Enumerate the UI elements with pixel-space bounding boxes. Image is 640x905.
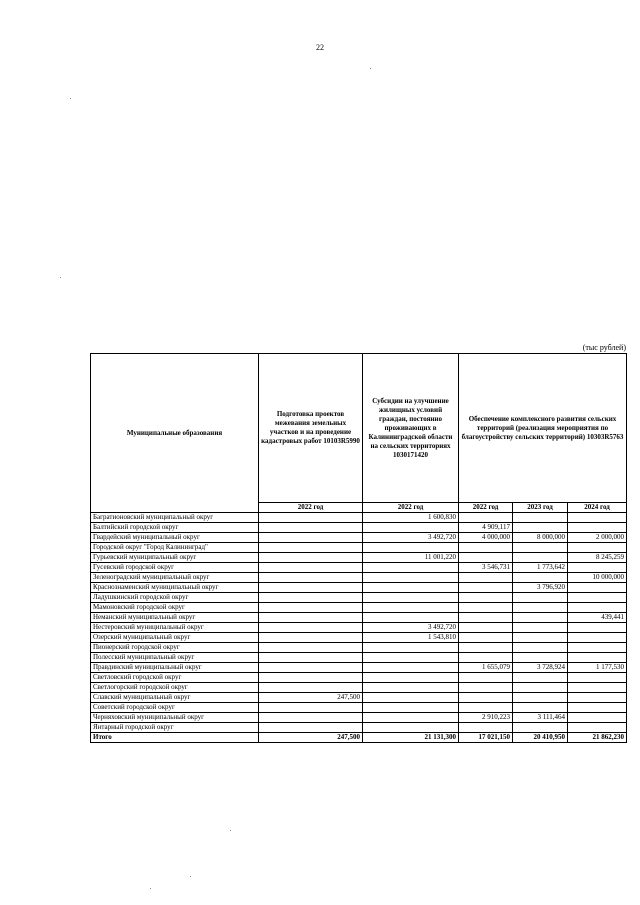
value-cell <box>363 593 459 603</box>
municipality-name: Пионерский городской округ <box>91 643 259 653</box>
municipality-name: Озерский муниципальный округ <box>91 633 259 643</box>
table-row <box>91 623 627 633</box>
value-cell: 2 000,000 <box>568 533 627 543</box>
value-cell <box>363 703 459 713</box>
table-row <box>91 553 627 563</box>
value-cell: 1 600,830 <box>363 513 459 523</box>
value-cell <box>459 593 513 603</box>
value-cell <box>259 673 363 683</box>
value-cell <box>363 683 459 693</box>
value-cell <box>259 513 363 523</box>
value-cell <box>259 683 363 693</box>
value-cell <box>513 543 568 553</box>
value-cell <box>363 693 459 703</box>
value-cell <box>513 723 568 733</box>
value-cell <box>259 573 363 583</box>
municipality-name: Гусевский городской округ <box>91 563 259 573</box>
total-row <box>91 733 627 743</box>
scan-speck <box>370 68 371 69</box>
value-cell <box>513 623 568 633</box>
value-cell <box>513 603 568 613</box>
header-col2: Субсидии на улучшение жилищных условий граждан, постоянно проживающих в Калининградской области на сельских территориях 1030171420 <box>363 354 459 503</box>
value-cell <box>513 513 568 523</box>
value-cell <box>568 683 627 693</box>
value-cell: 1 655,079 <box>459 663 513 673</box>
value-cell <box>459 693 513 703</box>
value-cell: 439,441 <box>568 613 627 623</box>
value-cell <box>259 663 363 673</box>
municipality-name: Гвардейский муниципальный округ <box>91 533 259 543</box>
value-cell <box>568 643 627 653</box>
municipality-name: Зеленоградский муниципальный округ <box>91 573 259 583</box>
value-cell <box>459 613 513 623</box>
table-row <box>91 723 627 733</box>
page-number: 22 <box>316 43 324 52</box>
value-cell <box>513 573 568 583</box>
table-row <box>91 583 627 593</box>
value-cell: 3 796,920 <box>513 583 568 593</box>
value-cell <box>259 623 363 633</box>
value-cell <box>513 673 568 683</box>
value-cell: 1 543,810 <box>363 633 459 643</box>
scan-speck <box>190 876 191 877</box>
value-cell <box>513 613 568 623</box>
value-cell: 11 001,220 <box>363 553 459 563</box>
municipality-name: Итого <box>91 733 259 743</box>
value-cell <box>459 683 513 693</box>
table-row <box>91 713 627 723</box>
value-cell <box>513 553 568 563</box>
value-cell <box>568 593 627 603</box>
municipality-name: Нестеровский муниципальный округ <box>91 623 259 633</box>
value-cell <box>459 723 513 733</box>
table-row <box>91 533 627 543</box>
value-cell <box>259 703 363 713</box>
value-cell <box>513 653 568 663</box>
value-cell <box>459 633 513 643</box>
value-cell <box>259 533 363 543</box>
value-cell <box>363 523 459 533</box>
year-header: 2022 год <box>363 503 459 513</box>
value-cell <box>259 603 363 613</box>
municipality-name: Краснознаменский муниципальный округ <box>91 583 259 593</box>
value-cell <box>363 663 459 673</box>
value-cell <box>459 583 513 593</box>
value-cell <box>259 713 363 723</box>
municipality-name: Черняховский муниципальный округ <box>91 713 259 723</box>
value-cell <box>259 543 363 553</box>
value-cell <box>568 703 627 713</box>
table-row <box>91 613 627 623</box>
value-cell: 10 000,000 <box>568 573 627 583</box>
scan-speck <box>60 277 61 278</box>
municipality-name: Балтийский городской округ <box>91 523 259 533</box>
municipality-name: Гурьевский муниципальный округ <box>91 553 259 563</box>
value-cell <box>259 593 363 603</box>
value-cell <box>568 583 627 593</box>
table-row <box>91 693 627 703</box>
municipality-name: Городской округ "Город Калининград" <box>91 543 259 553</box>
table-row <box>91 523 627 533</box>
value-cell <box>363 673 459 683</box>
value-cell <box>459 573 513 583</box>
municipality-name: Славский муниципальный округ <box>91 693 259 703</box>
value-cell <box>513 633 568 643</box>
value-cell <box>459 553 513 563</box>
value-cell <box>259 563 363 573</box>
value-cell: 20 410,950 <box>513 733 568 743</box>
value-cell <box>259 633 363 643</box>
value-cell <box>259 723 363 733</box>
value-cell: 3 492,720 <box>363 533 459 543</box>
municipality-name: Багратионовский муниципальный округ <box>91 513 259 523</box>
value-cell <box>363 603 459 613</box>
value-cell <box>513 703 568 713</box>
value-cell: 1 773,642 <box>513 563 568 573</box>
municipality-name: Советский городской округ <box>91 703 259 713</box>
value-cell <box>259 523 363 533</box>
value-cell: 4 909,117 <box>459 523 513 533</box>
value-cell <box>568 563 627 573</box>
value-cell <box>363 573 459 583</box>
table-row <box>91 563 627 573</box>
municipality-name: Светловский городской округ <box>91 673 259 683</box>
scan-speck <box>230 830 231 831</box>
value-cell <box>459 513 513 523</box>
value-cell <box>459 543 513 553</box>
value-cell: 2 910,223 <box>459 713 513 723</box>
value-cell <box>459 643 513 653</box>
table-row <box>91 653 627 663</box>
value-cell <box>568 523 627 533</box>
value-cell <box>568 603 627 613</box>
value-cell <box>459 653 513 663</box>
value-cell <box>259 613 363 623</box>
municipality-name: Мамоновский городской округ <box>91 603 259 613</box>
value-cell <box>513 683 568 693</box>
value-cell <box>363 723 459 733</box>
table-row <box>91 593 627 603</box>
value-cell: 247,500 <box>259 693 363 703</box>
table-row <box>91 683 627 693</box>
value-cell: 21 131,300 <box>363 733 459 743</box>
header-col1: Подготовка проектов межевания земельных участков и на проведение кадастровых работ 10103R5990 <box>259 354 363 503</box>
value-cell <box>259 583 363 593</box>
value-cell: 8 245,259 <box>568 553 627 563</box>
value-cell <box>568 693 627 703</box>
value-cell <box>363 643 459 653</box>
municipality-name: Полесский муниципальный округ <box>91 653 259 663</box>
municipality-name: Неманский муниципальный округ <box>91 613 259 623</box>
value-cell: 4 000,000 <box>459 533 513 543</box>
value-cell <box>459 623 513 633</box>
value-cell: 3 546,731 <box>459 563 513 573</box>
municipality-name: Правдинский муниципальный округ <box>91 663 259 673</box>
value-cell <box>513 593 568 603</box>
value-cell <box>363 583 459 593</box>
value-cell <box>363 713 459 723</box>
units-label: (тыс рублей) <box>582 343 626 352</box>
municipality-name: Ладушкинский городской округ <box>91 593 259 603</box>
table-row <box>91 703 627 713</box>
value-cell <box>363 613 459 623</box>
value-cell: 17 021,150 <box>459 733 513 743</box>
value-cell <box>568 673 627 683</box>
value-cell <box>568 653 627 663</box>
value-cell <box>513 643 568 653</box>
header-col3: Обеспечение комплексного развития сельских территорий (реализация мероприятия по благоустройству сельских территорий) 10303R5763 <box>459 354 627 503</box>
value-cell <box>363 653 459 663</box>
value-cell <box>259 643 363 653</box>
value-cell <box>259 553 363 563</box>
value-cell <box>513 693 568 703</box>
table-row <box>91 663 627 673</box>
scan-speck <box>70 98 71 99</box>
value-cell: 3 728,924 <box>513 663 568 673</box>
value-cell <box>363 543 459 553</box>
municipality-name: Светлогорский городской округ <box>91 683 259 693</box>
header-municipality: Муниципальные образования <box>91 354 259 513</box>
value-cell: 247,500 <box>259 733 363 743</box>
value-cell <box>459 603 513 613</box>
value-cell <box>363 563 459 573</box>
value-cell: 21 862,230 <box>568 733 627 743</box>
table-row <box>91 603 627 613</box>
table-row <box>91 543 627 553</box>
value-cell <box>568 633 627 643</box>
year-header: 2023 год <box>513 503 568 513</box>
table-row <box>91 673 627 683</box>
table-row <box>91 643 627 653</box>
value-cell: 8 000,000 <box>513 533 568 543</box>
value-cell <box>259 653 363 663</box>
table-row <box>91 513 627 523</box>
value-cell <box>568 723 627 733</box>
municipality-name: Янтарный городской округ <box>91 723 259 733</box>
year-header: 2022 год <box>259 503 363 513</box>
value-cell <box>513 523 568 533</box>
year-header: 2022 год <box>459 503 513 513</box>
value-cell <box>568 513 627 523</box>
table-row <box>91 633 627 643</box>
table-row <box>91 573 627 583</box>
value-cell <box>459 673 513 683</box>
value-cell <box>568 623 627 633</box>
value-cell: 1 177,530 <box>568 663 627 673</box>
year-header: 2024 год <box>568 503 627 513</box>
value-cell: 3 111,464 <box>513 713 568 723</box>
value-cell <box>459 703 513 713</box>
subsidy-table <box>90 353 627 743</box>
value-cell: 3 492,720 <box>363 623 459 633</box>
value-cell <box>568 543 627 553</box>
value-cell <box>568 713 627 723</box>
scan-speck <box>150 888 151 889</box>
